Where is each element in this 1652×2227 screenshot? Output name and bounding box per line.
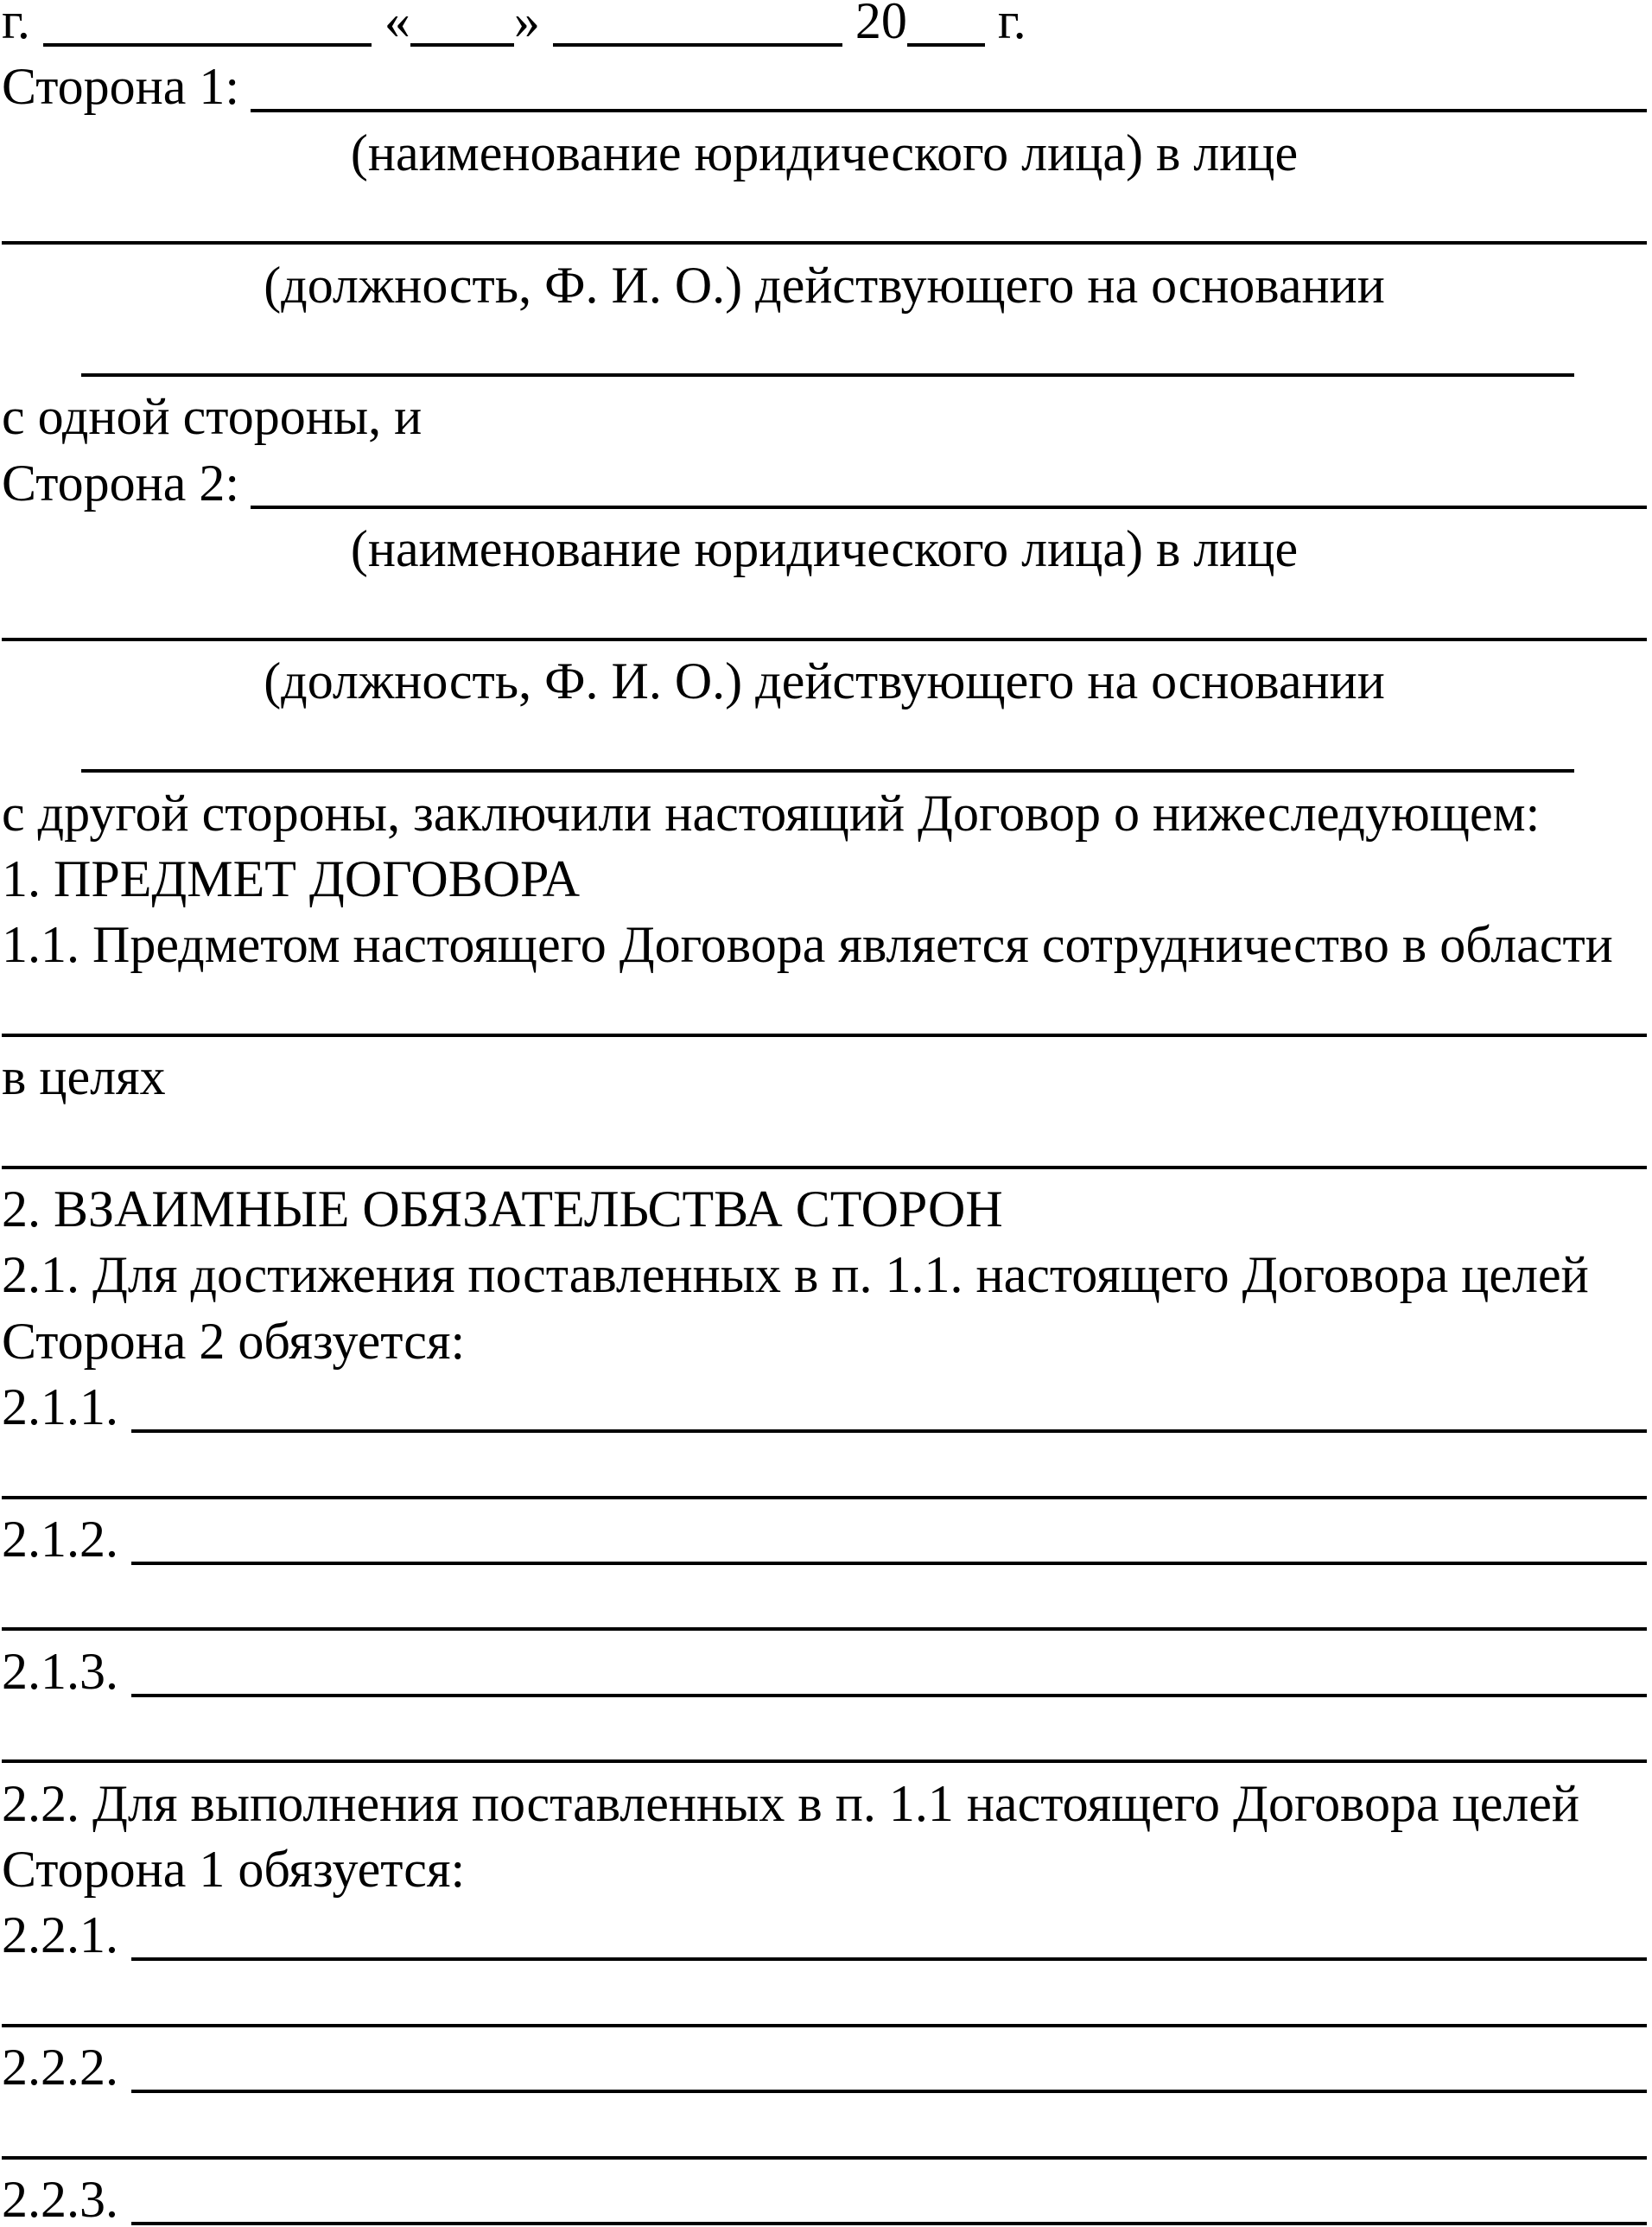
item-2-2-1-line	[2, 1902, 1647, 1968]
month-blank[interactable]	[553, 43, 842, 47]
item-2-2-3-line	[2, 2167, 1647, 2227]
item-2-1-3-line	[2, 1638, 1647, 1704]
cooperation-area-blank[interactable]	[2, 1034, 1647, 1037]
goals-line	[2, 1110, 1647, 1176]
item-2-1-3-cont-line	[2, 1704, 1647, 1770]
year-prefix: 20	[855, 0, 907, 49]
goals-blank[interactable]	[2, 1166, 1647, 1169]
close-quote: »	[513, 0, 540, 49]
party2-basis-line	[2, 714, 1647, 779]
party2-basis-blank[interactable]	[81, 769, 1574, 773]
item-2-1-1-blank[interactable]	[131, 1429, 1647, 1433]
open-quote: «	[384, 0, 410, 49]
party1-line	[2, 54, 1647, 119]
section2-heading: 2. ВЗАИМНЫЕ ОБЯЗАТЕЛЬСТВА СТОРОН	[2, 1180, 1003, 1238]
item-2-1-2-blank[interactable]	[131, 1562, 1647, 1565]
item-2-1-3-blank-cont[interactable]	[2, 1759, 1647, 1763]
party2-closing-text: с другой стороны, заключили настоящий Договор о нижеследующем:	[2, 784, 1541, 842]
party2-label: Сторона 2:	[2, 454, 240, 512]
item-2-2-2-label: 2.2.2.	[2, 2039, 118, 2097]
party2-basis-caption: (должность, Ф. И. О.) действующего на основании	[264, 652, 1385, 709]
contract-document-content	[2, 0, 1647, 2227]
city-prefix: г.	[2, 0, 30, 49]
party2-line	[2, 450, 1647, 516]
party2-name-caption: (наименование юридического лица) в лице	[350, 520, 1299, 578]
year-suffix: г.	[997, 0, 1026, 49]
party2-obligations-label: Сторона 2 обязуется:	[2, 1312, 466, 1370]
party2-name-blank[interactable]	[251, 506, 1647, 509]
year-blank[interactable]	[907, 43, 985, 47]
item-2-1-1-blank-cont[interactable]	[2, 1496, 1647, 1499]
clause-1-1-text: 1.1. Предметом настоящего Договора является сотрудничество в области	[2, 916, 1613, 974]
item-2-2-1-blank[interactable]	[131, 1957, 1647, 1961]
item-2-1-2-blank-cont[interactable]	[2, 1627, 1647, 1631]
item-2-2-1-blank-cont[interactable]	[2, 2024, 1647, 2027]
item-2-2-1-cont-line	[2, 1969, 1647, 2034]
party1-closing-text: с одной стороны, и	[2, 388, 423, 446]
party1-name-caption: (наименование юридического лица) в лице	[350, 124, 1299, 181]
item-2-1-3-label: 2.1.3.	[2, 1642, 118, 1700]
item-2-2-2-blank-cont[interactable]	[2, 2156, 1647, 2160]
party2-representative-blank[interactable]	[2, 638, 1647, 641]
date-line	[2, 0, 1647, 54]
item-2-2-2-cont-line	[2, 2101, 1647, 2167]
item-2-2-2-blank[interactable]	[131, 2090, 1647, 2093]
party1-basis-blank[interactable]	[81, 373, 1574, 377]
item-2-2-2-line	[2, 2034, 1647, 2100]
item-2-1-1-cont-line	[2, 1441, 1647, 1506]
city-blank[interactable]	[43, 43, 372, 47]
item-2-1-1-label: 2.1.1.	[2, 1378, 118, 1436]
item-2-1-1-line	[2, 1374, 1647, 1440]
item-2-1-2-cont-line	[2, 1572, 1647, 1638]
section1-heading: 1. ПРЕДМЕТ ДОГОВОРА	[2, 850, 581, 908]
party1-representative-blank[interactable]	[2, 241, 1647, 245]
party1-representative-line	[2, 186, 1647, 251]
item-2-1-2-label: 2.1.2.	[2, 1510, 118, 1568]
item-2-2-3-label: 2.2.3.	[2, 2170, 118, 2227]
item-2-2-1-label: 2.2.1.	[2, 1906, 118, 1964]
party1-name-blank[interactable]	[251, 109, 1647, 112]
party1-basis-line	[2, 318, 1647, 384]
item-2-1-2-line	[2, 1506, 1647, 1572]
party2-representative-line	[2, 582, 1647, 648]
party1-basis-caption: (должность, Ф. И. О.) действующего на основании	[264, 256, 1385, 314]
clause-2-1-text: 2.1. Для достижения поставленных в п. 1.1. настоящего Договора целей	[2, 1246, 1589, 1304]
party1-label: Сторона 1:	[2, 58, 240, 116]
clause-2-2-text: 2.2. Для выполнения поставленных в п. 1.1 настоящего Договора целей	[2, 1774, 1580, 1832]
goals-prefix-text: в целях	[2, 1048, 166, 1106]
cooperation-area-line	[2, 978, 1647, 1044]
item-2-1-3-blank[interactable]	[131, 1694, 1647, 1697]
day-blank[interactable]	[410, 43, 514, 47]
item-2-2-3-blank[interactable]	[131, 2222, 1647, 2225]
party1-obligations-label: Сторона 1 обязуется:	[2, 1840, 466, 1898]
